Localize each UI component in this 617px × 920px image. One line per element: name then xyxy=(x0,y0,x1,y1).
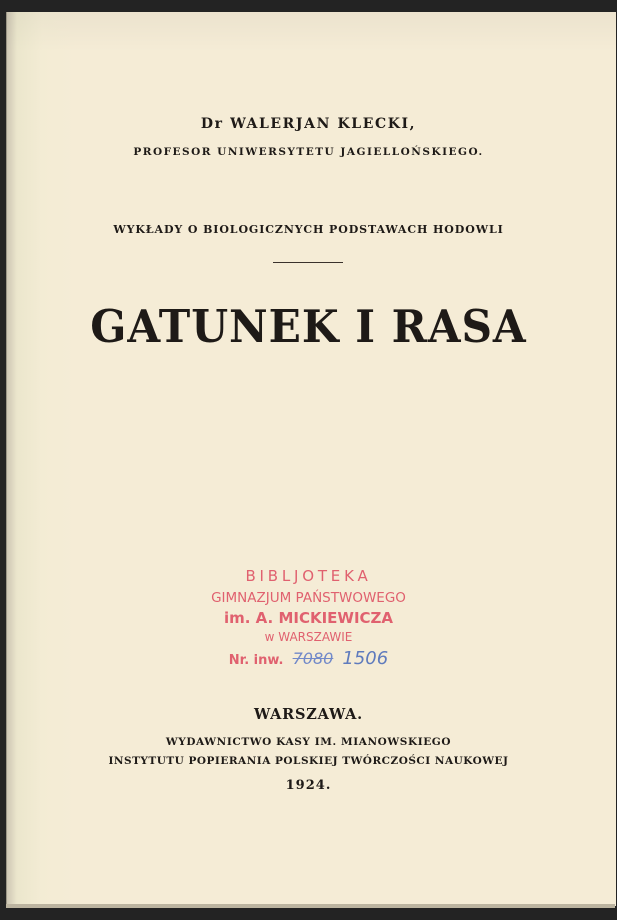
series-title: WYKŁADY O BIOLOGICZNYCH PODSTAWACH HODOWLI xyxy=(113,223,504,236)
stamp-city: w WARSZAWIE xyxy=(264,630,353,644)
book-title: GATUNEK I RASA xyxy=(90,300,527,353)
author-affiliation: PROFESOR UNIWERSYTETU JAGIELLOŃSKIEGO. xyxy=(133,146,484,158)
imprint-city: WARSZAWA. xyxy=(253,706,364,723)
title-divider xyxy=(273,262,343,263)
imprint-publisher-line2: INSTYTUTU POPIERANIA POLSKIEJ TWÓRCZOŚCI NAUKOWEJ xyxy=(108,755,509,767)
imprint-year: 1924. xyxy=(285,778,332,793)
inventory-number: 1506 xyxy=(342,648,389,669)
inventory-number-line xyxy=(0,648,617,669)
author-name: Dr WALERJAN KLECKI, xyxy=(200,116,417,132)
inventory-old-number: 7080 xyxy=(292,649,334,668)
imprint-publisher-line1: WYDAWNICTWO KASY IM. MIANOWSKIEGO xyxy=(165,736,452,748)
page-edge xyxy=(6,904,615,908)
inventory-label: Nr. inw. xyxy=(228,653,284,668)
stamp-library: BIBLJOTEKA xyxy=(245,567,372,585)
stamp-school: GIMNAZJUM PAŃSTWOWEGO xyxy=(211,590,406,606)
stamp-patron: im. A. MICKIEWICZA xyxy=(223,609,394,627)
